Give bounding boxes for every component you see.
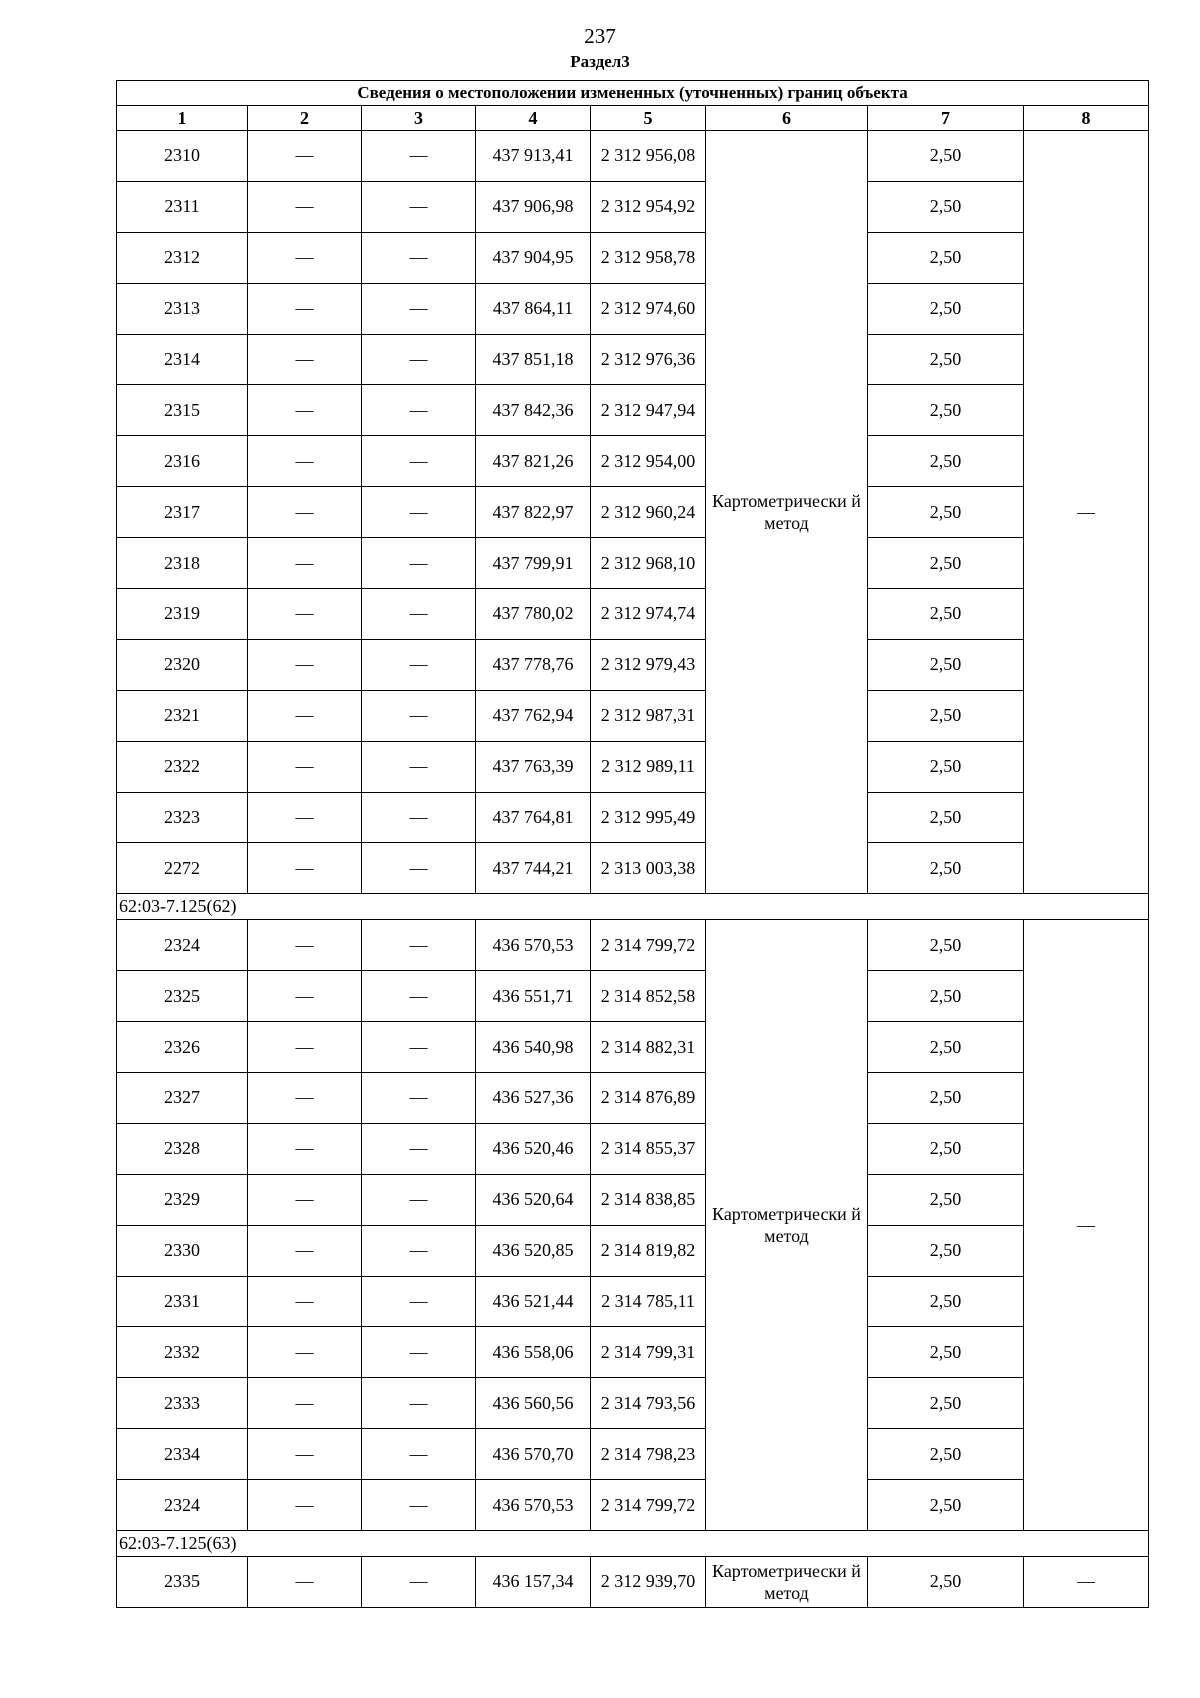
col2-cell: —: [248, 131, 362, 182]
table-row: [117, 1429, 1149, 1480]
method-cell: Картометрически й метод: [706, 920, 868, 1531]
table-row: [117, 792, 1149, 843]
x-coordinate-cell: 436 540,98: [476, 1022, 591, 1073]
col2-cell: —: [248, 690, 362, 741]
accuracy-cell: 2,50: [868, 920, 1024, 971]
y-coordinate-cell: 2 314 799,72: [591, 920, 706, 971]
y-coordinate-cell: 2 314 855,37: [591, 1123, 706, 1174]
col3-cell: —: [362, 1073, 476, 1124]
table-caption: Сведения о местоположении измененных (уточненных) границ объекта: [117, 81, 1149, 106]
point-number-cell: 2325: [117, 971, 248, 1022]
col3-cell: —: [362, 639, 476, 690]
column-header-3: 3: [362, 106, 476, 131]
x-coordinate-cell: 436 520,64: [476, 1174, 591, 1225]
table-row: [117, 1276, 1149, 1327]
col3-cell: —: [362, 690, 476, 741]
point-number-cell: 2315: [117, 385, 248, 436]
col2-cell: —: [248, 538, 362, 589]
col3-cell: —: [362, 538, 476, 589]
point-number-cell: 2314: [117, 334, 248, 385]
point-number-cell: 2317: [117, 487, 248, 538]
accuracy-cell: 2,50: [868, 690, 1024, 741]
x-coordinate-cell: 437 780,02: [476, 589, 591, 640]
x-coordinate-cell: 436 560,56: [476, 1378, 591, 1429]
accuracy-cell: 2,50: [868, 1480, 1024, 1531]
group-label: 62:03-7.125(63): [117, 1531, 1149, 1557]
point-number-cell: 2334: [117, 1429, 248, 1480]
table-row: [117, 1557, 1149, 1608]
y-coordinate-cell: 2 312 995,49: [591, 792, 706, 843]
point-number-cell: 2319: [117, 589, 248, 640]
accuracy-cell: 2,50: [868, 385, 1024, 436]
y-coordinate-cell: 2 312 956,08: [591, 131, 706, 182]
x-coordinate-cell: 437 744,21: [476, 843, 591, 894]
table-row: [117, 232, 1149, 283]
x-coordinate-cell: 436 520,46: [476, 1123, 591, 1174]
col2-cell: —: [248, 843, 362, 894]
y-coordinate-cell: 2 312 974,60: [591, 283, 706, 334]
col8-cell: —: [1024, 1557, 1149, 1608]
table-row: [117, 741, 1149, 792]
x-coordinate-cell: 436 521,44: [476, 1276, 591, 1327]
col3-cell: —: [362, 971, 476, 1022]
table-row: [117, 639, 1149, 690]
x-coordinate-cell: 437 906,98: [476, 181, 591, 232]
y-coordinate-cell: 2 314 799,72: [591, 1480, 706, 1531]
accuracy-cell: 2,50: [868, 1225, 1024, 1276]
y-coordinate-cell: 2 312 954,00: [591, 436, 706, 487]
col3-cell: —: [362, 385, 476, 436]
accuracy-cell: 2,50: [868, 538, 1024, 589]
x-coordinate-cell: 436 520,85: [476, 1225, 591, 1276]
column-header-1: 1: [117, 106, 248, 131]
table-row: [117, 131, 1149, 182]
table-row: [117, 971, 1149, 1022]
col2-cell: —: [248, 1073, 362, 1124]
col8-cell: —: [1024, 131, 1149, 894]
table-row: [117, 181, 1149, 232]
col3-cell: —: [362, 131, 476, 182]
accuracy-cell: 2,50: [868, 181, 1024, 232]
accuracy-cell: 2,50: [868, 334, 1024, 385]
col2-cell: —: [248, 1378, 362, 1429]
col3-cell: —: [362, 792, 476, 843]
point-number-cell: 2324: [117, 920, 248, 971]
col3-cell: —: [362, 1225, 476, 1276]
accuracy-cell: 2,50: [868, 1557, 1024, 1608]
x-coordinate-cell: 437 821,26: [476, 436, 591, 487]
table-row: [117, 385, 1149, 436]
point-number-cell: 2328: [117, 1123, 248, 1174]
section-title: Раздел3: [570, 52, 630, 71]
y-coordinate-cell: 2 314 798,23: [591, 1429, 706, 1480]
point-number-cell: 2318: [117, 538, 248, 589]
x-coordinate-cell: 437 763,39: [476, 741, 591, 792]
y-coordinate-cell: 2 312 974,74: [591, 589, 706, 640]
page-number: 237: [584, 24, 616, 48]
y-coordinate-cell: 2 312 960,24: [591, 487, 706, 538]
accuracy-cell: 2,50: [868, 1276, 1024, 1327]
x-coordinate-cell: 437 764,81: [476, 792, 591, 843]
table-row: [117, 1123, 1149, 1174]
col3-cell: —: [362, 741, 476, 792]
accuracy-cell: 2,50: [868, 1429, 1024, 1480]
col3-cell: —: [362, 589, 476, 640]
col2-cell: —: [248, 1123, 362, 1174]
col3-cell: —: [362, 181, 476, 232]
x-coordinate-cell: 436 551,71: [476, 971, 591, 1022]
accuracy-cell: 2,50: [868, 589, 1024, 640]
col3-cell: —: [362, 334, 476, 385]
group-label: 62:03-7.125(62): [117, 894, 1149, 920]
table-row: [117, 334, 1149, 385]
x-coordinate-cell: 436 570,70: [476, 1429, 591, 1480]
point-number-cell: 2321: [117, 690, 248, 741]
y-coordinate-cell: 2 314 793,56: [591, 1378, 706, 1429]
y-coordinate-cell: 2 314 852,58: [591, 971, 706, 1022]
point-number-cell: 2316: [117, 436, 248, 487]
col3-cell: —: [362, 232, 476, 283]
method-cell: Картометрически й метод: [706, 131, 868, 894]
point-number-cell: 2327: [117, 1073, 248, 1124]
point-number-cell: 2329: [117, 1174, 248, 1225]
col2-cell: —: [248, 1480, 362, 1531]
accuracy-cell: 2,50: [868, 971, 1024, 1022]
boundary-coordinates-table: [116, 80, 1149, 1608]
table-row: [117, 1378, 1149, 1429]
col3-cell: —: [362, 487, 476, 538]
col2-cell: —: [248, 1557, 362, 1608]
accuracy-cell: 2,50: [868, 639, 1024, 690]
y-coordinate-cell: 2 314 785,11: [591, 1276, 706, 1327]
col3-cell: —: [362, 1174, 476, 1225]
col3-cell: —: [362, 1123, 476, 1174]
accuracy-cell: 2,50: [868, 436, 1024, 487]
column-header-4: 4: [476, 106, 591, 131]
accuracy-cell: 2,50: [868, 131, 1024, 182]
x-coordinate-cell: 437 822,97: [476, 487, 591, 538]
col2-cell: —: [248, 1429, 362, 1480]
group-label-row: [117, 894, 1149, 920]
x-coordinate-cell: 436 558,06: [476, 1327, 591, 1378]
table-row: [117, 1327, 1149, 1378]
point-number-cell: 2311: [117, 181, 248, 232]
col3-cell: —: [362, 1276, 476, 1327]
accuracy-cell: 2,50: [868, 1073, 1024, 1124]
col2-cell: —: [248, 920, 362, 971]
x-coordinate-cell: 436 570,53: [476, 920, 591, 971]
group-label-row: [117, 1531, 1149, 1557]
x-coordinate-cell: 437 864,11: [476, 283, 591, 334]
table-row: [117, 1073, 1149, 1124]
point-number-cell: 2323: [117, 792, 248, 843]
table-row: [117, 920, 1149, 971]
table-row: [117, 1022, 1149, 1073]
x-coordinate-cell: 437 778,76: [476, 639, 591, 690]
y-coordinate-cell: 2 312 968,10: [591, 538, 706, 589]
point-number-cell: 2322: [117, 741, 248, 792]
col2-cell: —: [248, 232, 362, 283]
y-coordinate-cell: 2 312 947,94: [591, 385, 706, 436]
y-coordinate-cell: 2 312 954,92: [591, 181, 706, 232]
col3-cell: —: [362, 1557, 476, 1608]
table-row: [117, 589, 1149, 640]
col3-cell: —: [362, 1327, 476, 1378]
point-number-cell: 2326: [117, 1022, 248, 1073]
point-number-cell: 2272: [117, 843, 248, 894]
table-row: [117, 843, 1149, 894]
y-coordinate-cell: 2 312 976,36: [591, 334, 706, 385]
accuracy-cell: 2,50: [868, 232, 1024, 283]
y-coordinate-cell: 2 312 989,11: [591, 741, 706, 792]
column-header-5: 5: [591, 106, 706, 131]
point-number-cell: 2324: [117, 1480, 248, 1531]
col3-cell: —: [362, 1022, 476, 1073]
point-number-cell: 2333: [117, 1378, 248, 1429]
col2-cell: —: [248, 639, 362, 690]
y-coordinate-cell: 2 314 838,85: [591, 1174, 706, 1225]
col2-cell: —: [248, 741, 362, 792]
col2-cell: —: [248, 1276, 362, 1327]
column-header-8: 8: [1024, 106, 1149, 131]
accuracy-cell: 2,50: [868, 1022, 1024, 1073]
col2-cell: —: [248, 385, 362, 436]
y-coordinate-cell: 2 312 987,31: [591, 690, 706, 741]
col2-cell: —: [248, 1022, 362, 1073]
accuracy-cell: 2,50: [868, 1174, 1024, 1225]
point-number-cell: 2332: [117, 1327, 248, 1378]
col3-cell: —: [362, 1378, 476, 1429]
col3-cell: —: [362, 283, 476, 334]
table-row: [117, 487, 1149, 538]
table-row: [117, 283, 1149, 334]
col2-cell: —: [248, 283, 362, 334]
column-header-6: 6: [706, 106, 868, 131]
accuracy-cell: 2,50: [868, 792, 1024, 843]
point-number-cell: 2310: [117, 131, 248, 182]
accuracy-cell: 2,50: [868, 843, 1024, 894]
y-coordinate-cell: 2 314 799,31: [591, 1327, 706, 1378]
table-row: [117, 436, 1149, 487]
col2-cell: —: [248, 1174, 362, 1225]
point-number-cell: 2330: [117, 1225, 248, 1276]
accuracy-cell: 2,50: [868, 1327, 1024, 1378]
col3-cell: —: [362, 843, 476, 894]
accuracy-cell: 2,50: [868, 1123, 1024, 1174]
x-coordinate-cell: 436 570,53: [476, 1480, 591, 1531]
y-coordinate-cell: 2 314 819,82: [591, 1225, 706, 1276]
point-number-cell: 2331: [117, 1276, 248, 1327]
col2-cell: —: [248, 792, 362, 843]
table-row: [117, 1480, 1149, 1531]
column-header-7: 7: [868, 106, 1024, 131]
col2-cell: —: [248, 1225, 362, 1276]
table-row: [117, 1225, 1149, 1276]
y-coordinate-cell: 2 314 882,31: [591, 1022, 706, 1073]
method-cell: Картометрически й метод: [706, 1557, 868, 1608]
x-coordinate-cell: 437 851,18: [476, 334, 591, 385]
col3-cell: —: [362, 1480, 476, 1531]
y-coordinate-cell: 2 312 979,43: [591, 639, 706, 690]
point-number-cell: 2313: [117, 283, 248, 334]
col3-cell: —: [362, 1429, 476, 1480]
table-row: [117, 690, 1149, 741]
accuracy-cell: 2,50: [868, 283, 1024, 334]
x-coordinate-cell: 437 913,41: [476, 131, 591, 182]
col2-cell: —: [248, 334, 362, 385]
col2-cell: —: [248, 181, 362, 232]
y-coordinate-cell: 2 314 876,89: [591, 1073, 706, 1124]
x-coordinate-cell: 437 904,95: [476, 232, 591, 283]
column-header-2: 2: [248, 106, 362, 131]
col8-cell: —: [1024, 920, 1149, 1531]
col2-cell: —: [248, 436, 362, 487]
accuracy-cell: 2,50: [868, 741, 1024, 792]
col3-cell: —: [362, 436, 476, 487]
x-coordinate-cell: 436 527,36: [476, 1073, 591, 1124]
x-coordinate-cell: 437 842,36: [476, 385, 591, 436]
point-number-cell: 2312: [117, 232, 248, 283]
point-number-cell: 2335: [117, 1557, 248, 1608]
point-number-cell: 2320: [117, 639, 248, 690]
y-coordinate-cell: 2 313 003,38: [591, 843, 706, 894]
accuracy-cell: 2,50: [868, 487, 1024, 538]
col2-cell: —: [248, 589, 362, 640]
x-coordinate-cell: 437 762,94: [476, 690, 591, 741]
y-coordinate-cell: 2 312 958,78: [591, 232, 706, 283]
x-coordinate-cell: 436 157,34: [476, 1557, 591, 1608]
col3-cell: —: [362, 920, 476, 971]
y-coordinate-cell: 2 312 939,70: [591, 1557, 706, 1608]
accuracy-cell: 2,50: [868, 1378, 1024, 1429]
x-coordinate-cell: 437 799,91: [476, 538, 591, 589]
col2-cell: —: [248, 971, 362, 1022]
col2-cell: —: [248, 487, 362, 538]
col2-cell: —: [248, 1327, 362, 1378]
table-row: [117, 538, 1149, 589]
table-row: [117, 1174, 1149, 1225]
